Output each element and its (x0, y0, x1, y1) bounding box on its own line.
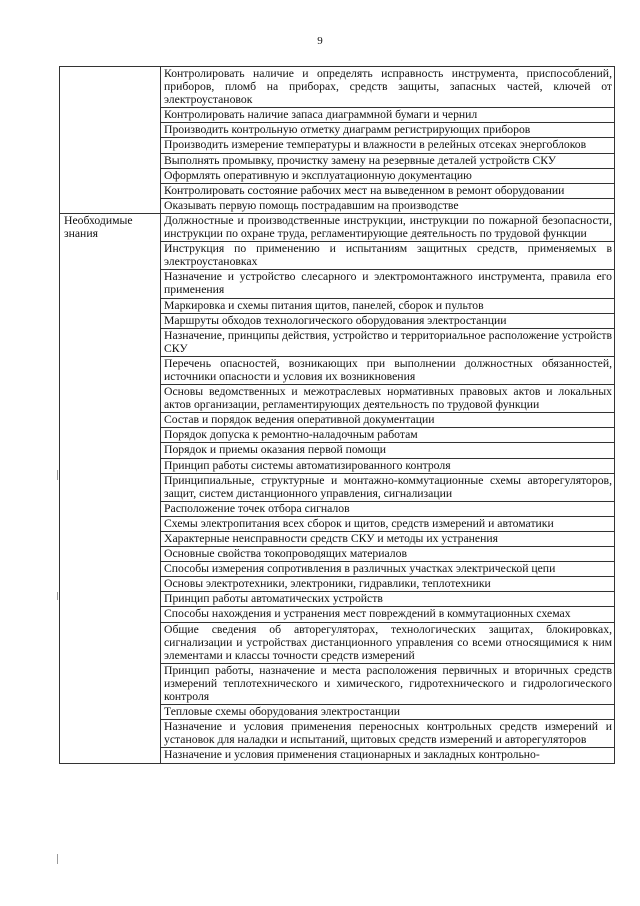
table-cell-text: Контролировать наличие и определять исправность инструмента, приспособлений, приборов, пломб на приборах, средств защиты, запасных частей, ключей от электроустановок (161, 67, 615, 108)
table-cell-text: Должностные и производственные инструкции, инструкции по пожарной безопасности, инструкции по охране труда, регламентирующие деятельность по трудовой функции (161, 213, 615, 241)
table-cell-text: Состав и порядок ведения оперативной документации (161, 413, 615, 428)
table-cell-text: Основы электротехники, электроники, гидравлики, теплотехники (161, 577, 615, 592)
table-cell-text: Производить измерение температуры и влажности в релейных отсеках энергоблоков (161, 138, 615, 153)
section-label: Необходимые знания (60, 213, 161, 763)
table-cell-text: Принцип работы, назначение и места расположения первичных и вторичных средств измерений теплотехнического и химического, гидротехнического и гидрологического контроля (161, 663, 615, 704)
table-cell-text: Тепловые схемы оборудования электростанции (161, 705, 615, 720)
table-row (60, 213, 615, 241)
table-cell-text: Порядок допуска к ремонтно-наладочным работам (161, 428, 615, 443)
table-body (60, 67, 615, 764)
table-cell-text: Порядок и приемы оказания первой помощи (161, 443, 615, 458)
scan-mark (57, 854, 58, 864)
table-cell-text: Маркировка и схемы питания щитов, панелей, сборок и пультов (161, 298, 615, 313)
page-number: 9 (317, 35, 323, 47)
table-cell-text: Способы измерения сопротивления в различных участках электрической цепи (161, 562, 615, 577)
table-cell-text: Выполнять промывку, прочистку замену на резервные деталей устройств СКУ (161, 153, 615, 168)
table-cell-text: Принцип работы системы автоматизированного контроля (161, 458, 615, 473)
table-cell-text: Контролировать наличие запаса диаграммной бумаги и чернил (161, 108, 615, 123)
table-cell-text: Назначение и условия применения переносных контрольных средств измерений и установок для наладки и испытаний, щитовых средств измерений и авторегуляторов (161, 720, 615, 748)
table-cell-text: Маршруты обходов технологического оборудования электростанции (161, 313, 615, 328)
table-cell-text: Перечень опасностей, возникающих при выполнении должностных обязанностей, источники опасности и условия их возникновения (161, 356, 615, 384)
table-cell-text: Контролировать состояние рабочих мест на выведенном в ремонт оборудовании (161, 183, 615, 198)
table-cell-text: Способы нахождения и устранения мест повреждений в коммутационных схемах (161, 607, 615, 622)
table-cell-text: Назначение и условия применения стационарных и закладных контрольно- (161, 748, 615, 763)
table-cell-text: Принцип работы автоматических устройств (161, 592, 615, 607)
table-row (60, 67, 615, 108)
table-cell-text: Основные свойства токопроводящих материалов (161, 547, 615, 562)
table-cell-text: Оказывать первую помощь пострадавшим на производстве (161, 198, 615, 213)
scan-mark (57, 592, 58, 600)
section-label (60, 67, 161, 214)
table-cell-text: Принципиальные, структурные и монтажно-коммутационные схемы авторегуляторов, защит, систем дистанционного управления, сигнализации (161, 473, 615, 501)
table-cell-text: Характерные неисправности средств СКУ и методы их устранения (161, 532, 615, 547)
table-cell-text: Назначение, принципы действия, устройство и территориальное расположение устройств СКУ (161, 328, 615, 356)
table-cell-text: Назначение и устройство слесарного и электромонтажного инструмента, правила его применения (161, 270, 615, 298)
table-cell-text: Схемы электропитания всех сборок и щитов, средств измерений и автоматики (161, 516, 615, 531)
table-cell-text: Расположение точек отбора сигналов (161, 501, 615, 516)
table-cell-text: Основы ведомственных и межотраслевых нормативных правовых актов и локальных актов организации, регламентирующих деятельность по трудовой функции (161, 385, 615, 413)
table-cell-text: Производить контрольную отметку диаграмм регистрирующих приборов (161, 123, 615, 138)
competency-table (59, 66, 615, 764)
table-cell-text: Оформлять оперативную и эксплуатационную документацию (161, 168, 615, 183)
table-cell-text: Общие сведения об авторегуляторах, технологических защитах, блокировках, сигнализации и устройствах дистанционного управления со всеми относящимися к ним элементами и классы точности средств измерений (161, 622, 615, 663)
scan-mark (57, 470, 58, 480)
table-cell-text: Инструкция по применению и испытаниям защитных средств, применяемых в электроустановках (161, 242, 615, 270)
